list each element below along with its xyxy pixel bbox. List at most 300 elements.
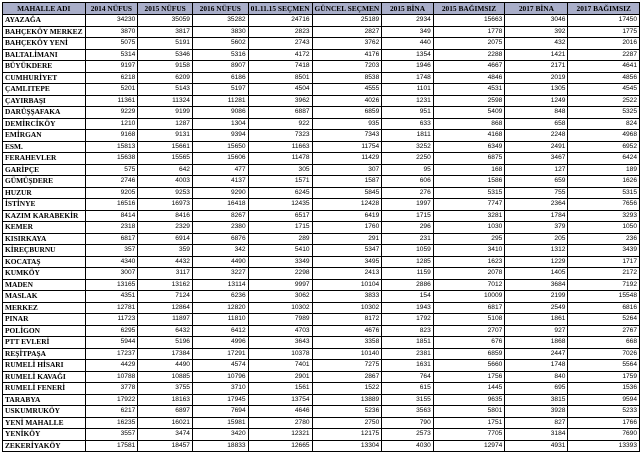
value-cell[interactable]: 4490 (192, 256, 248, 268)
neighborhood-name-cell[interactable]: RUMELİ FENERİ (3, 383, 86, 395)
value-cell[interactable]: 1312 (505, 245, 568, 257)
value-cell[interactable]: 17581 (85, 440, 138, 452)
column-header[interactable]: 01.11.15 SEÇMEN (248, 3, 312, 15)
value-cell[interactable]: 1778 (433, 26, 505, 38)
neighborhood-name-cell[interactable]: AYAZAĞA (3, 15, 86, 27)
value-cell[interactable]: 6914 (138, 233, 193, 245)
value-cell[interactable]: 4340 (85, 256, 138, 268)
value-cell[interactable]: 24716 (248, 15, 312, 27)
value-cell[interactable]: 5409 (433, 107, 505, 119)
value-cell[interactable]: 6876 (192, 233, 248, 245)
value-cell[interactable]: 8414 (85, 210, 138, 222)
value-cell[interactable]: 1210 (85, 118, 138, 130)
value-cell[interactable]: 10104 (312, 279, 382, 291)
value-cell[interactable]: 1748 (505, 360, 568, 372)
value-cell[interactable]: 2767 (568, 325, 640, 337)
value-cell[interactable]: 3762 (312, 38, 382, 50)
value-cell[interactable]: 5143 (138, 84, 193, 96)
value-cell[interactable]: 16235 (85, 417, 138, 429)
value-cell[interactable]: 8172 (312, 314, 382, 326)
value-cell[interactable]: 1522 (312, 383, 382, 395)
value-cell[interactable]: 5233 (568, 406, 640, 418)
value-cell[interactable]: 349 (382, 26, 434, 38)
value-cell[interactable]: 1421 (505, 49, 568, 61)
value-cell[interactable]: 6218 (85, 72, 138, 84)
value-cell[interactable]: 3410 (433, 245, 505, 257)
value-cell[interactable]: 3643 (248, 337, 312, 349)
value-cell[interactable]: 6209 (138, 72, 193, 84)
value-cell[interactable]: 1751 (433, 417, 505, 429)
value-cell[interactable]: 4429 (85, 360, 138, 372)
value-cell[interactable]: 9997 (248, 279, 312, 291)
value-cell[interactable]: 289 (248, 233, 312, 245)
value-cell[interactable]: 12820 (192, 302, 248, 314)
value-cell[interactable]: 4676 (312, 325, 382, 337)
value-cell[interactable]: 5410 (248, 245, 312, 257)
value-cell[interactable]: 2886 (382, 279, 434, 291)
value-cell[interactable]: 9131 (138, 130, 193, 142)
value-cell[interactable]: 5564 (568, 360, 640, 372)
value-cell[interactable]: 9290 (192, 187, 248, 199)
value-cell[interactable]: 6875 (433, 153, 505, 165)
neighborhood-name-cell[interactable]: DARÜŞŞAFAKA (3, 107, 86, 119)
value-cell[interactable]: 659 (505, 176, 568, 188)
value-cell[interactable]: 1159 (382, 268, 434, 280)
value-cell[interactable]: 3252 (382, 141, 434, 153)
value-cell[interactable]: 1030 (433, 222, 505, 234)
value-cell[interactable]: 95 (382, 164, 434, 176)
value-cell[interactable]: 7026 (568, 348, 640, 360)
value-cell[interactable]: 15663 (433, 15, 505, 27)
value-cell[interactable]: 1717 (568, 256, 640, 268)
neighborhood-name-cell[interactable]: HUZUR (3, 187, 86, 199)
value-cell[interactable]: 1997 (382, 199, 434, 211)
value-cell[interactable]: 840 (505, 371, 568, 383)
value-cell[interactable]: 9205 (85, 187, 138, 199)
value-cell[interactable]: 5315 (568, 187, 640, 199)
value-cell[interactable]: 3474 (138, 429, 193, 441)
value-cell[interactable]: 6349 (433, 141, 505, 153)
value-cell[interactable]: 1249 (505, 95, 568, 107)
value-cell[interactable]: 13754 (248, 394, 312, 406)
value-cell[interactable]: 3155 (382, 394, 434, 406)
neighborhood-name-cell[interactable]: RUMELİ HİSARI (3, 360, 86, 372)
neighborhood-name-cell[interactable]: EMİRGAN (3, 130, 86, 142)
value-cell[interactable]: 3349 (248, 256, 312, 268)
neighborhood-name-cell[interactable]: BÜYÜKDERE (3, 61, 86, 73)
value-cell[interactable]: 2780 (248, 417, 312, 429)
value-cell[interactable]: 12175 (312, 429, 382, 441)
value-cell[interactable]: 5316 (192, 49, 248, 61)
value-cell[interactable]: 15661 (138, 141, 193, 153)
value-cell[interactable]: 12974 (433, 440, 505, 452)
value-cell[interactable]: 2413 (312, 268, 382, 280)
value-cell[interactable]: 7690 (568, 429, 640, 441)
value-cell[interactable]: 231 (382, 233, 434, 245)
value-cell[interactable]: 295 (433, 233, 505, 245)
neighborhood-name-cell[interactable]: KISIRKAYA (3, 233, 86, 245)
value-cell[interactable]: 1943 (382, 302, 434, 314)
value-cell[interactable]: 15638 (85, 153, 138, 165)
value-cell[interactable]: 5191 (138, 38, 193, 50)
value-cell[interactable]: 4137 (192, 176, 248, 188)
value-cell[interactable]: 827 (505, 417, 568, 429)
value-cell[interactable]: 15650 (192, 141, 248, 153)
value-cell[interactable]: 13162 (138, 279, 193, 291)
value-cell[interactable]: 4846 (433, 72, 505, 84)
value-cell[interactable]: 1784 (505, 210, 568, 222)
value-cell[interactable]: 2823 (248, 26, 312, 38)
value-cell[interactable]: 8907 (192, 61, 248, 73)
value-cell[interactable]: 4504 (248, 84, 312, 96)
value-cell[interactable]: 9199 (138, 107, 193, 119)
value-cell[interactable]: 2250 (382, 153, 434, 165)
value-cell[interactable]: 5236 (312, 406, 382, 418)
value-cell[interactable]: 10140 (312, 348, 382, 360)
value-cell[interactable]: 7192 (568, 279, 640, 291)
value-cell[interactable]: 9086 (192, 107, 248, 119)
value-cell[interactable]: 2287 (568, 49, 640, 61)
value-cell[interactable]: 18833 (192, 440, 248, 452)
value-cell[interactable]: 1101 (382, 84, 434, 96)
value-cell[interactable]: 4531 (433, 84, 505, 96)
value-cell[interactable]: 7694 (192, 406, 248, 418)
value-cell[interactable]: 3778 (85, 383, 138, 395)
value-cell[interactable]: 1059 (382, 245, 434, 257)
value-cell[interactable]: 1851 (382, 337, 434, 349)
value-cell[interactable]: 12428 (312, 199, 382, 211)
value-cell[interactable]: 2298 (248, 268, 312, 280)
value-cell[interactable]: 1050 (568, 222, 640, 234)
value-cell[interactable]: 15606 (192, 153, 248, 165)
value-cell[interactable]: 1792 (382, 314, 434, 326)
value-cell[interactable]: 6217 (85, 406, 138, 418)
neighborhood-name-cell[interactable]: MERKEZ (3, 302, 86, 314)
value-cell[interactable]: 11478 (248, 153, 312, 165)
value-cell[interactable]: 3817 (138, 26, 193, 38)
value-cell[interactable]: 5197 (192, 84, 248, 96)
value-cell[interactable]: 4432 (138, 256, 193, 268)
value-cell[interactable]: 1229 (505, 256, 568, 268)
neighborhood-name-cell[interactable]: PINAR (3, 314, 86, 326)
column-header[interactable]: 2017 BAĞIMSIZ (568, 3, 640, 15)
value-cell[interactable]: 342 (192, 245, 248, 257)
value-cell[interactable]: 296 (382, 222, 434, 234)
value-cell[interactable]: 18163 (138, 394, 193, 406)
value-cell[interactable]: 642 (138, 164, 193, 176)
value-cell[interactable]: 5801 (433, 406, 505, 418)
value-cell[interactable]: 1775 (568, 26, 640, 38)
value-cell[interactable]: 6859 (433, 348, 505, 360)
value-cell[interactable]: 4168 (433, 130, 505, 142)
column-header[interactable]: 2015 BAĞIMSIZ (433, 3, 505, 15)
value-cell[interactable]: 11723 (85, 314, 138, 326)
value-cell[interactable]: 2172 (568, 268, 640, 280)
value-cell[interactable]: 7012 (433, 279, 505, 291)
value-cell[interactable]: 7401 (248, 360, 312, 372)
value-cell[interactable]: 824 (568, 118, 640, 130)
value-cell[interactable]: 359 (138, 245, 193, 257)
value-cell[interactable]: 3281 (433, 210, 505, 222)
value-cell[interactable]: 7343 (312, 130, 382, 142)
value-cell[interactable]: 3928 (505, 406, 568, 418)
value-cell[interactable]: 11429 (312, 153, 382, 165)
value-cell[interactable]: 12321 (248, 429, 312, 441)
value-cell[interactable]: 236 (568, 233, 640, 245)
value-cell[interactable]: 9168 (85, 130, 138, 142)
neighborhood-name-cell[interactable]: CUMHURİYET (3, 72, 86, 84)
value-cell[interactable]: 2522 (568, 95, 640, 107)
value-cell[interactable]: 1561 (248, 383, 312, 395)
value-cell[interactable]: 1748 (382, 72, 434, 84)
value-cell[interactable]: 11324 (138, 95, 193, 107)
value-cell[interactable]: 4545 (568, 84, 640, 96)
value-cell[interactable]: 205 (505, 233, 568, 245)
value-cell[interactable]: 11754 (312, 141, 382, 153)
neighborhood-name-cell[interactable]: FERAHEVLER (3, 153, 86, 165)
value-cell[interactable]: 10788 (85, 371, 138, 383)
value-cell[interactable]: 4968 (568, 130, 640, 142)
value-cell[interactable]: 2598 (433, 95, 505, 107)
value-cell[interactable]: 12781 (85, 302, 138, 314)
value-cell[interactable]: 5196 (138, 337, 193, 349)
value-cell[interactable]: 6816 (568, 302, 640, 314)
value-cell[interactable]: 34230 (85, 15, 138, 27)
value-cell[interactable]: 633 (382, 118, 434, 130)
value-cell[interactable]: 1571 (248, 176, 312, 188)
value-cell[interactable]: 6419 (312, 210, 382, 222)
value-cell[interactable]: 2934 (382, 15, 434, 27)
value-cell[interactable]: 440 (382, 38, 434, 50)
value-cell[interactable]: 2248 (505, 130, 568, 142)
value-cell[interactable]: 6817 (433, 302, 505, 314)
value-cell[interactable]: 8538 (312, 72, 382, 84)
value-cell[interactable]: 2867 (312, 371, 382, 383)
value-cell[interactable]: 2075 (433, 38, 505, 50)
value-cell[interactable]: 6897 (138, 406, 193, 418)
value-cell[interactable]: 6186 (192, 72, 248, 84)
value-cell[interactable]: 3815 (505, 394, 568, 406)
value-cell[interactable]: 11361 (85, 95, 138, 107)
value-cell[interactable]: 1861 (505, 314, 568, 326)
value-cell[interactable]: 10302 (312, 302, 382, 314)
value-cell[interactable]: 1445 (433, 383, 505, 395)
value-cell[interactable]: 2707 (433, 325, 505, 337)
value-cell[interactable]: 291 (312, 233, 382, 245)
value-cell[interactable]: 3439 (568, 245, 640, 257)
value-cell[interactable]: 7275 (312, 360, 382, 372)
value-cell[interactable]: 606 (382, 176, 434, 188)
value-cell[interactable]: 12435 (248, 199, 312, 211)
value-cell[interactable]: 6424 (568, 153, 640, 165)
value-cell[interactable]: 432 (505, 38, 568, 50)
value-cell[interactable]: 1304 (192, 118, 248, 130)
value-cell[interactable]: 17945 (192, 394, 248, 406)
value-cell[interactable]: 7323 (248, 130, 312, 142)
value-cell[interactable]: 2573 (382, 429, 434, 441)
neighborhood-name-cell[interactable]: ZEKERİYAKÖY (3, 440, 86, 452)
value-cell[interactable]: 1586 (433, 176, 505, 188)
value-cell[interactable]: 764 (382, 371, 434, 383)
value-cell[interactable]: 7418 (248, 61, 312, 73)
value-cell[interactable]: 1354 (382, 49, 434, 61)
value-cell[interactable]: 3684 (505, 279, 568, 291)
value-cell[interactable]: 6295 (85, 325, 138, 337)
value-cell[interactable]: 4176 (312, 49, 382, 61)
value-cell[interactable]: 3710 (192, 383, 248, 395)
value-cell[interactable]: 1405 (505, 268, 568, 280)
value-cell[interactable]: 2491 (505, 141, 568, 153)
value-cell[interactable]: 3495 (312, 256, 382, 268)
value-cell[interactable]: 5201 (85, 84, 138, 96)
neighborhood-name-cell[interactable]: POLİGON (3, 325, 86, 337)
value-cell[interactable]: 3563 (382, 406, 434, 418)
value-cell[interactable]: 11281 (192, 95, 248, 107)
value-cell[interactable]: 379 (505, 222, 568, 234)
value-cell[interactable]: 4996 (192, 337, 248, 349)
value-cell[interactable]: 17922 (85, 394, 138, 406)
value-cell[interactable]: 2016 (568, 38, 640, 50)
value-cell[interactable]: 189 (568, 164, 640, 176)
value-cell[interactable]: 11663 (248, 141, 312, 153)
value-cell[interactable]: 7203 (312, 61, 382, 73)
value-cell[interactable]: 13393 (568, 440, 640, 452)
value-cell[interactable]: 4030 (382, 440, 434, 452)
value-cell[interactable]: 7656 (568, 199, 640, 211)
column-header[interactable]: 2015 BİNA (382, 3, 434, 15)
value-cell[interactable]: 16021 (138, 417, 193, 429)
value-cell[interactable]: 1715 (248, 222, 312, 234)
value-cell[interactable]: 13304 (312, 440, 382, 452)
value-cell[interactable]: 9635 (433, 394, 505, 406)
neighborhood-name-cell[interactable]: GARİPÇE (3, 164, 86, 176)
value-cell[interactable]: 7705 (433, 429, 505, 441)
value-cell[interactable]: 357 (85, 245, 138, 257)
column-header[interactable]: 2014 NÜFUS (85, 3, 138, 15)
value-cell[interactable]: 848 (505, 107, 568, 119)
value-cell[interactable]: 790 (382, 417, 434, 429)
value-cell[interactable]: 3293 (568, 210, 640, 222)
value-cell[interactable]: 35282 (192, 15, 248, 27)
value-cell[interactable]: 11897 (138, 314, 193, 326)
value-cell[interactable]: 2380 (192, 222, 248, 234)
value-cell[interactable]: 2288 (433, 49, 505, 61)
value-cell[interactable]: 2743 (248, 38, 312, 50)
value-cell[interactable]: 5315 (433, 187, 505, 199)
value-cell[interactable]: 6412 (192, 325, 248, 337)
value-cell[interactable]: 868 (433, 118, 505, 130)
value-cell[interactable]: 4856 (568, 72, 640, 84)
neighborhood-name-cell[interactable]: KAZIM KARABEKİR (3, 210, 86, 222)
value-cell[interactable]: 17384 (138, 348, 193, 360)
value-cell[interactable]: 35059 (138, 15, 193, 27)
value-cell[interactable]: 3420 (192, 429, 248, 441)
value-cell[interactable]: 8416 (138, 210, 193, 222)
column-header[interactable]: MAHALLE ADI (3, 3, 86, 15)
value-cell[interactable]: 922 (248, 118, 312, 130)
value-cell[interactable]: 1715 (382, 210, 434, 222)
neighborhood-name-cell[interactable]: DEMİRCİKÖY (3, 118, 86, 130)
value-cell[interactable]: 755 (505, 187, 568, 199)
value-cell[interactable]: 12665 (248, 440, 312, 452)
value-cell[interactable]: 3962 (248, 95, 312, 107)
value-cell[interactable]: 6887 (248, 107, 312, 119)
value-cell[interactable]: 4490 (138, 360, 193, 372)
neighborhood-name-cell[interactable]: KEMER (3, 222, 86, 234)
value-cell[interactable]: 25189 (312, 15, 382, 27)
value-cell[interactable]: 2549 (505, 302, 568, 314)
neighborhood-name-cell[interactable]: PTT EVLERİ (3, 337, 86, 349)
value-cell[interactable]: 3062 (248, 291, 312, 303)
value-cell[interactable]: 2901 (248, 371, 312, 383)
column-header[interactable]: 2017 BİNA (505, 3, 568, 15)
value-cell[interactable]: 658 (505, 118, 568, 130)
neighborhood-name-cell[interactable]: BAHÇEKÖY YENİ (3, 38, 86, 50)
column-header[interactable]: 2016 NÜFUS (192, 3, 248, 15)
value-cell[interactable]: 2381 (382, 348, 434, 360)
value-cell[interactable]: 3467 (505, 153, 568, 165)
neighborhood-name-cell[interactable]: KOCATAŞ (3, 256, 86, 268)
neighborhood-name-cell[interactable]: BAHÇEKÖY MERKEZ (3, 26, 86, 38)
neighborhood-name-cell[interactable]: YENİKÖY (3, 429, 86, 441)
value-cell[interactable]: 3227 (192, 268, 248, 280)
value-cell[interactable]: 6952 (568, 141, 640, 153)
value-cell[interactable]: 2199 (505, 291, 568, 303)
value-cell[interactable]: 7989 (248, 314, 312, 326)
value-cell[interactable]: 168 (433, 164, 505, 176)
value-cell[interactable]: 1626 (568, 176, 640, 188)
value-cell[interactable]: 18457 (138, 440, 193, 452)
neighborhood-name-cell[interactable]: USKUMRUKÖY (3, 406, 86, 418)
neighborhood-name-cell[interactable]: TARABYA (3, 394, 86, 406)
value-cell[interactable]: 9253 (138, 187, 193, 199)
value-cell[interactable]: 1231 (382, 95, 434, 107)
value-cell[interactable]: 823 (382, 325, 434, 337)
value-cell[interactable]: 1305 (505, 84, 568, 96)
value-cell[interactable]: 7747 (433, 199, 505, 211)
value-cell[interactable]: 17291 (192, 348, 248, 360)
value-cell[interactable]: 4646 (248, 406, 312, 418)
value-cell[interactable]: 1587 (312, 176, 382, 188)
value-cell[interactable]: 4667 (433, 61, 505, 73)
value-cell[interactable]: 3007 (85, 268, 138, 280)
neighborhood-name-cell[interactable]: ÇAYIRBAŞI (3, 95, 86, 107)
value-cell[interactable]: 6817 (85, 233, 138, 245)
value-cell[interactable]: 3184 (505, 429, 568, 441)
value-cell[interactable]: 2750 (312, 417, 382, 429)
neighborhood-name-cell[interactable]: MADEN (3, 279, 86, 291)
value-cell[interactable]: 2318 (85, 222, 138, 234)
value-cell[interactable]: 676 (433, 337, 505, 349)
value-cell[interactable]: 1631 (382, 360, 434, 372)
value-cell[interactable]: 11810 (192, 314, 248, 326)
value-cell[interactable]: 13165 (85, 279, 138, 291)
value-cell[interactable]: 10885 (138, 371, 193, 383)
value-cell[interactable]: 13114 (192, 279, 248, 291)
value-cell[interactable]: 3830 (192, 26, 248, 38)
value-cell[interactable]: 3833 (312, 291, 382, 303)
neighborhood-name-cell[interactable]: KUMKÖY (3, 268, 86, 280)
value-cell[interactable]: 7124 (138, 291, 193, 303)
value-cell[interactable]: 1868 (505, 337, 568, 349)
value-cell[interactable]: 5264 (568, 314, 640, 326)
value-cell[interactable]: 9229 (85, 107, 138, 119)
value-cell[interactable]: 927 (505, 325, 568, 337)
value-cell[interactable]: 8267 (192, 210, 248, 222)
value-cell[interactable]: 9197 (85, 61, 138, 73)
value-cell[interactable]: 1536 (568, 383, 640, 395)
value-cell[interactable]: 6859 (312, 107, 382, 119)
